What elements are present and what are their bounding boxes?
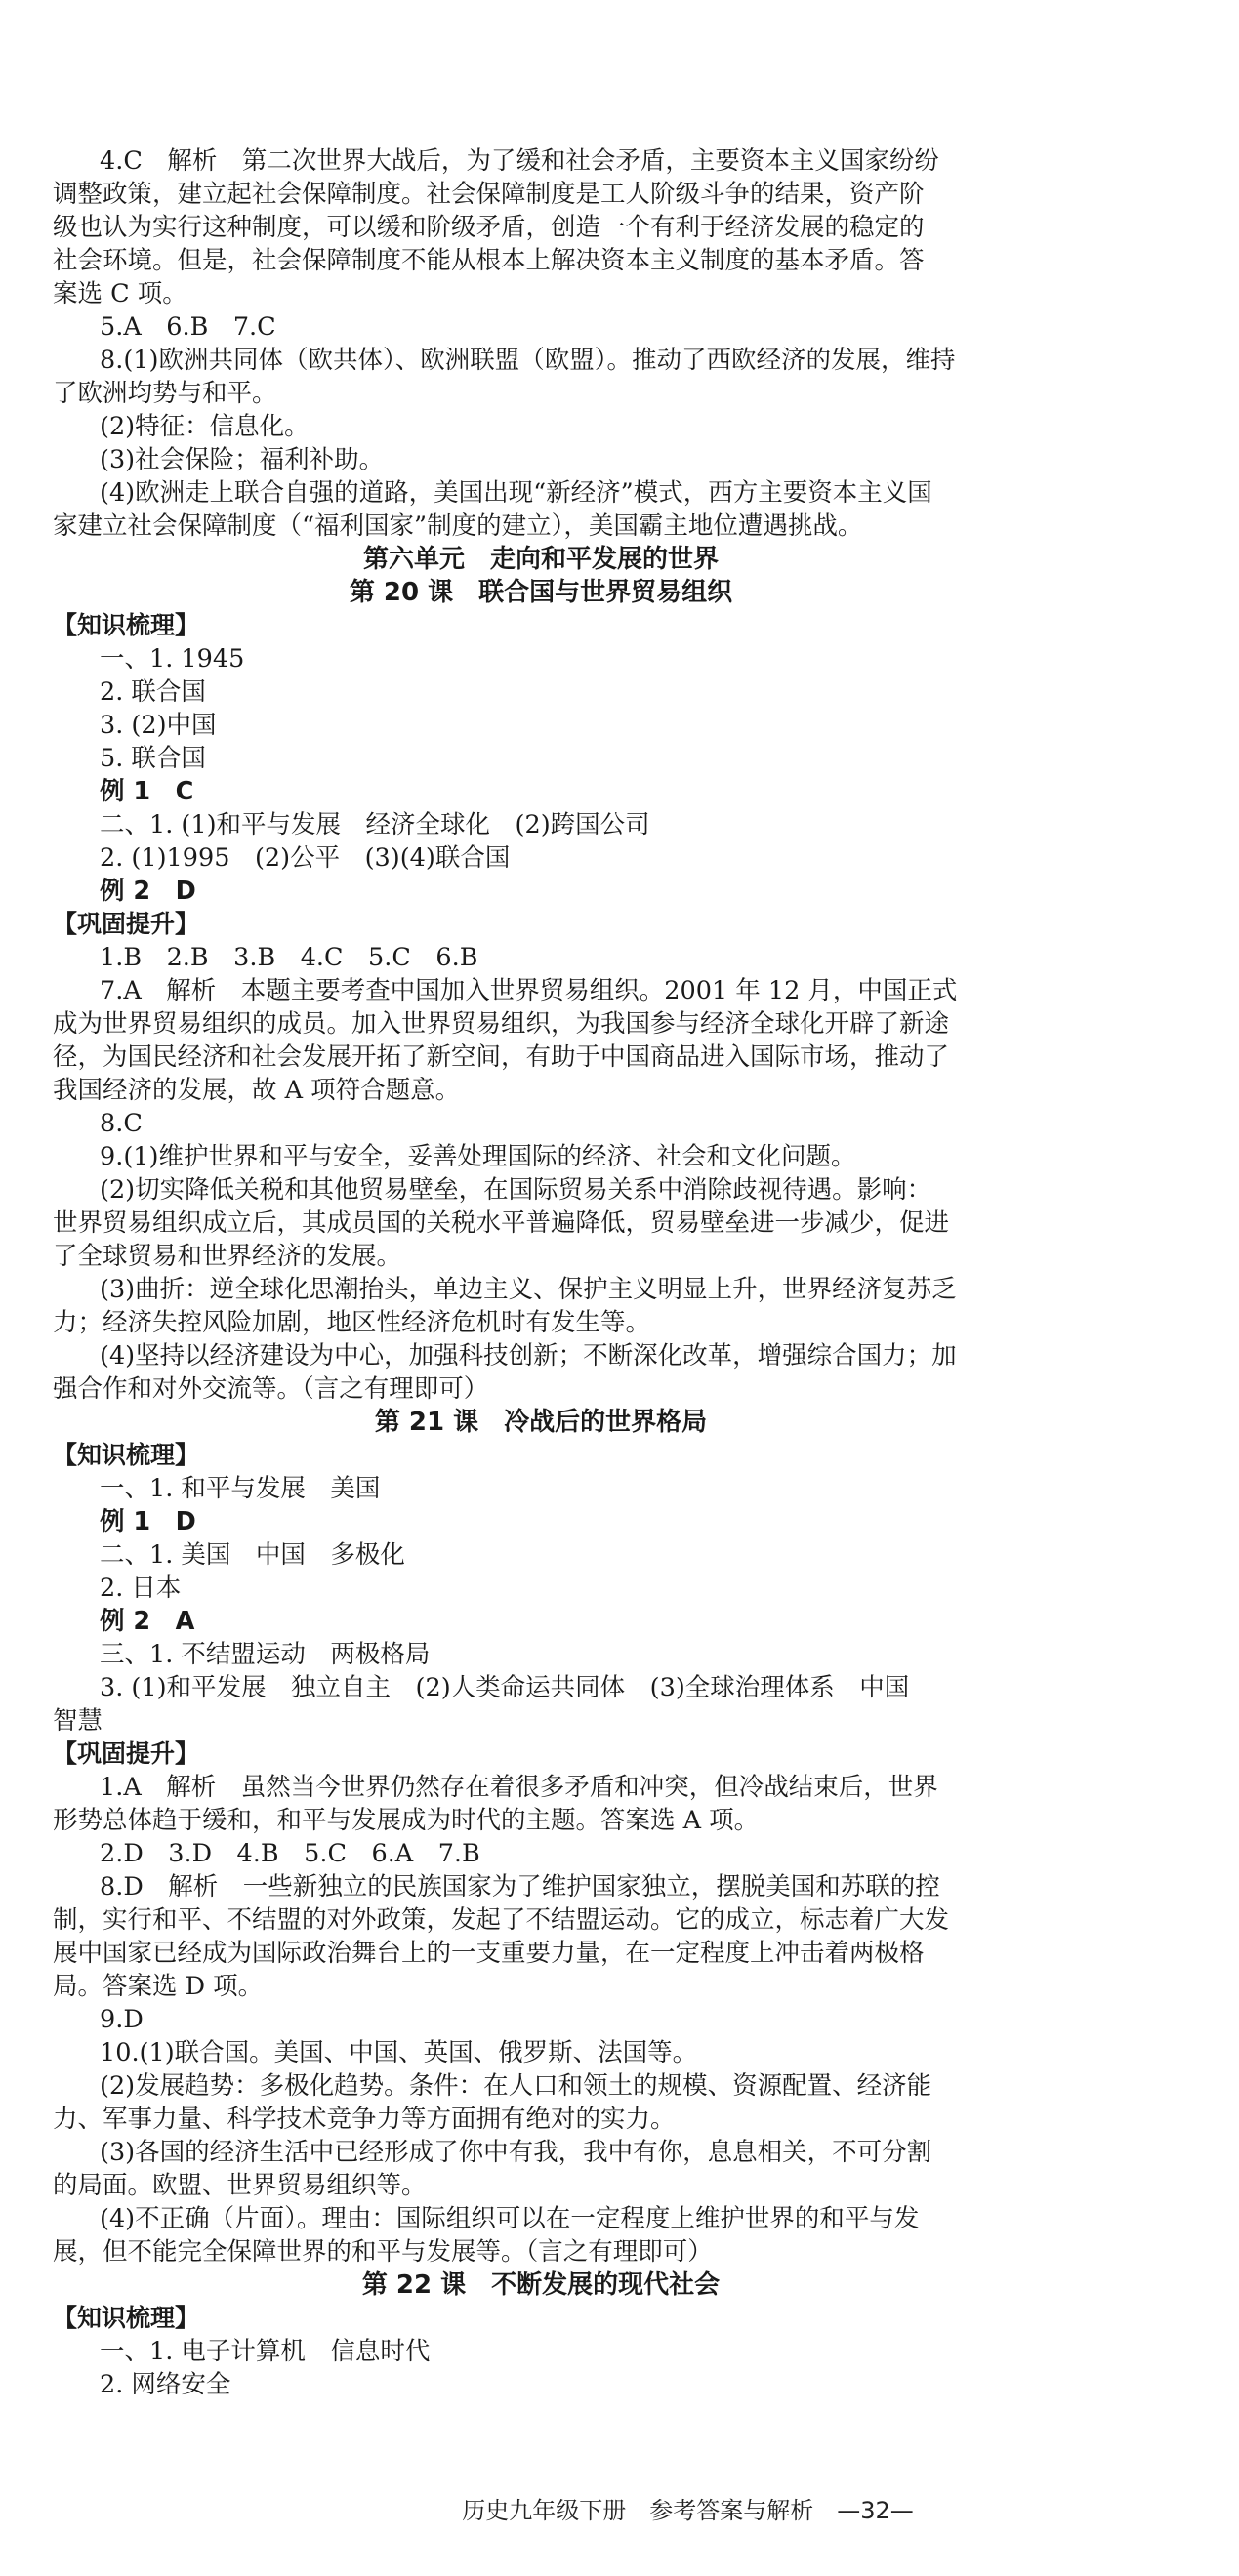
text-line: 了欧洲均势与和平。 [53, 379, 277, 408]
text-line: 我国经济的发展，故 A 项符合题意。 [53, 1076, 461, 1105]
text-line: 2.D 3.D 4.B 5.C 6.A 7.B [100, 1839, 480, 1868]
section-heading: 【巩固提升】 [53, 1739, 200, 1768]
text-line: 二、1. (1)和平与发展 经济全球化 (2)跨国公司 [100, 810, 650, 839]
example-answer: 例 1 D [100, 1507, 196, 1536]
text-line: 2. 日本 [100, 1574, 182, 1603]
text-line: 径，为国民经济和社会发展开拓了新空间，有助于中国商品进入国际市场，推动了 [53, 1043, 950, 1072]
text-line: 力；经济失控风险加剧，地区性经济危机时有发生等。 [53, 1308, 651, 1337]
text-line: (3)社会保险；福利补助。 [100, 445, 385, 474]
section-heading: 【知识梳理】 [53, 2304, 200, 2332]
text-line: 1.A 解析 虽然当今世界仍然存在着很多矛盾和冲突，但冷战结束后，世界 [100, 1773, 938, 1802]
text-line: 展，但不能完全保障世界的和平与发展等。（言之有理即可） [53, 2237, 713, 2267]
text-line: 局。答案选 D 项。 [53, 1972, 264, 2001]
text-line: (4)不正确（片面）。理由：国际组织可以在一定程度上维护世界的和平与发 [100, 2204, 920, 2233]
text-line: 形势总体趋于缓和，和平与发展成为时代的主题。答案选 A 项。 [53, 1806, 760, 1835]
answer-content [53, 144, 1029, 2401]
text-line: (4)欧洲走上联合自强的道路，美国出现“新经济”模式，西方主要资本主义国 [100, 478, 932, 508]
example-answer: 例 2 D [100, 877, 196, 906]
text-line: (2)发展趋势：多极化趋势。条件：在人口和领土的规模、资源配置、经济能 [100, 2071, 932, 2101]
text-line: 二、1. 美国 中国 多极化 [100, 1540, 405, 1570]
text-line: 三、1. 不结盟运动 两极格局 [100, 1640, 431, 1669]
text-line: 2. 网络安全 [100, 2370, 231, 2399]
section-heading: 【巩固提升】 [53, 910, 200, 938]
text-line: 一、1. 电子计算机 信息时代 [100, 2337, 431, 2366]
lesson-heading: 第 21 课 冷战后的世界格局 [374, 1408, 708, 1437]
text-line: (2)特征：信息化。 [100, 412, 310, 441]
text-line: 5.A 6.B 7.C [100, 312, 276, 342]
section-heading: 【知识梳理】 [53, 611, 200, 639]
example-answer: 例 1 C [100, 777, 194, 806]
lesson-heading: 第六单元 走向和平发展的世界 [362, 545, 719, 574]
text-line: 制，实行和平、不结盟的对外政策，发起了不结盟运动。它的成立，标志着广大发 [53, 1905, 950, 1935]
lesson-heading: 第 22 课 不断发展的现代社会 [361, 2270, 721, 2300]
text-line: 了全球贸易和世界经济的发展。 [53, 1242, 402, 1271]
example-answer: 例 2 A [100, 1607, 195, 1636]
page-footer: 历史九年级下册 参考答案与解析 —32— [462, 2497, 914, 2524]
text-line: 1.B 2.B 3.B 4.C 5.C 6.B [100, 943, 478, 972]
section-heading: 【知识梳理】 [53, 1441, 200, 1469]
text-line: 3. (1)和平发展 独立自主 (2)人类命运共同体 (3)全球治理体系 中国 [100, 1673, 910, 1702]
text-line: 一、1. 和平与发展 美国 [100, 1474, 381, 1503]
text-line: (3)曲折：逆全球化思潮抬头，单边主义、保护主义明显上升，世界经济复苏乏 [100, 1275, 957, 1304]
lesson-heading: 第 20 课 联合国与世界贸易组织 [349, 578, 733, 607]
text-line: 3. (2)中国 [100, 711, 217, 740]
text-line: 5. 联合国 [100, 744, 206, 773]
text-line: 力、军事力量、科学技术竞争力等方面拥有绝对的实力。 [53, 2105, 676, 2134]
text-line: 世界贸易组织成立后，其成员国的关税水平普遍降低，贸易壁垒进一步减少，促进 [53, 1208, 950, 1238]
text-line: 7.A 解析 本题主要考查中国加入世界贸易组织。2001 年 12 月，中国正式 [100, 976, 958, 1005]
text-line: 案选 C 项。 [53, 279, 187, 308]
text-line: 家建立社会保障制度（“福利国家”制度的建立），美国霸主地位遭遇挑战。 [53, 511, 863, 541]
text-line: 智慧 [53, 1706, 103, 1736]
text-line: 级也认为实行这种制度，可以缓和阶级矛盾，创造一个有利于经济发展的稳定的 [53, 213, 925, 242]
text-line: 8.(1)欧洲共同体（欧共体）、欧洲联盟（欧盟）。推动了西欧经济的发展，维持 [100, 346, 956, 375]
text-line: 2. 联合国 [100, 677, 206, 707]
text-line: (3)各国的经济生活中已经形成了你中有我，我中有你，息息相关，不可分割 [100, 2138, 932, 2167]
text-line: (2)切实降低关税和其他贸易壁垒，在国际贸易关系中消除歧视待遇。影响： [100, 1175, 932, 1205]
text-line: 成为世界贸易组织的成员。加入世界贸易组织，为我国参与经济全球化开辟了新途 [53, 1009, 950, 1039]
text-line: 调整政策，建立起社会保障制度。社会保障制度是工人阶级斗争的结果，资产阶 [53, 180, 925, 209]
text-line: 9.D [100, 2005, 144, 2034]
text-line: 10.(1)联合国。美国、中国、英国、俄罗斯、法国等。 [100, 2038, 698, 2067]
text-line: 9.(1)维护世界和平与安全，妥善处理国际的经济、社会和文化问题。 [100, 1142, 856, 1171]
text-line: 社会环境。但是，社会保障制度不能从根本上解决资本主义制度的基本矛盾。答 [53, 246, 925, 275]
text-line: 一、1. 1945 [100, 644, 245, 674]
text-line: 8.C [100, 1109, 143, 1138]
text-line: 的局面。欧盟、世界贸易组织等。 [53, 2171, 427, 2200]
text-line: (4)坚持以经济建设为中心，加强科技创新；不断深化改革，增强综合国力；加 [100, 1341, 957, 1370]
text-line: 展中国家已经成为国际政治舞台上的一支重要力量，在一定程度上冲击着两极格 [53, 1939, 925, 1968]
text-line: 强合作和对外交流等。（言之有理即可） [53, 1374, 489, 1404]
text-line: 4.C 解析 第二次世界大战后，为了缓和社会矛盾，主要资本主义国家纷纷 [100, 146, 939, 176]
text-line: 2. (1)1995 (2)公平 (3)(4)联合国 [100, 843, 511, 873]
text-line: 8.D 解析 一些新独立的民族国家为了维护国家独立，摆脱美国和苏联的控 [100, 1872, 940, 1901]
